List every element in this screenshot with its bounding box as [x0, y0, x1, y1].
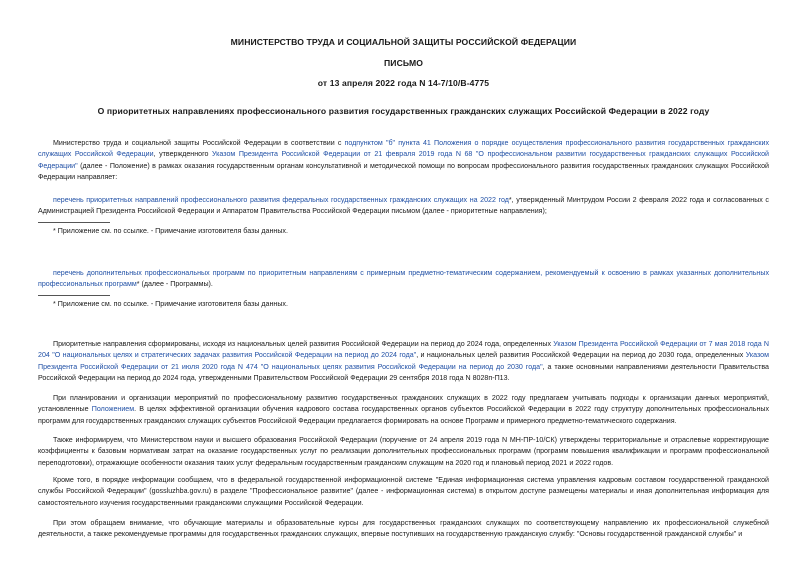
- text: , а также основными направлениями деятельности Правительства Российской Федерации на период до 2024 года, утвержденными Правительством Российской Федерации 29 сентября 2018 года N 8028п-П13.: [38, 362, 769, 383]
- paragraph-coefficients: Также информируем, что Министерством науки и высшего образования Российской Федерации (поручение от 24 апреля 2019 года N МН-ПР-10/СК) утверждены территориальные и отраслевые корректирующие коэффициенты к базовым нормативам затрат на оказание государственных услуг по реализации дополнительных профессиональных программ (программ повышения квалификации и программ профессиональной переподготовки), отражающие особенности оказания таких услуг федеральным государственным гражданским служащим на 2020 год и плановый период 2021 и 2022 годов.: [38, 436, 769, 467]
- document-type: ПИСЬМО: [384, 58, 423, 68]
- text: , утвержденного: [153, 150, 212, 159]
- footnote-2: * Приложение см. по ссылке. - Примечание изготовителя базы данных.: [53, 300, 288, 308]
- paragraph-national-goals: [38, 339, 769, 385]
- footnote-1: * Приложение см. по ссылке. - Примечание изготовителя базы данных.: [53, 227, 288, 235]
- paragraph-info-system: Кроме того, в порядке информации сообщаем, что в федеральной государственной информационной системе "Единая информационная система управления кадровым составом государственной гражданской службы Российской Федерации" (gossluzhba.gov.ru) в разделе "Профессиональное развитие" (далее - информационная система) в открытом доступе размещены материалы и иная дополнительная информация для самостоятельного изучения государственными гражданскими служащими Российской Федерации.: [38, 476, 769, 507]
- text: Министерство труда и социальной защиты Российской Федерации в соответствии с: [53, 139, 345, 147]
- paragraph-materials: При этом обращаем внимание, что обучающие материалы и образовательные курсы для государственных гражданских служащих по соответствующему направлению их профессиональной служебной деятельности, а также рекомендуемые программы для государственных гражданских служащих, впервые поступивших на государственную гражданскую службу: "Основы государственной гражданской службы" и: [38, 519, 769, 539]
- link-ukaz-68[interactable]: Указом Президента Российской Федерации от 21 февраля 2019 года N 68 "О профессиональном развитии государственных гражданских служащих Российской Федерации": [38, 150, 769, 170]
- link-polozhenie-subpoint[interactable]: подпунктом "б" пункта 41 Положения о порядке осуществления профессионального развития государственных гражданских служащих Российской Федерации: [38, 139, 769, 159]
- text: , и национальных целей развития Российской Федерации на период до 2030 года, определенных: [416, 351, 746, 360]
- paragraph-planning: [38, 393, 769, 427]
- text: *, утвержденный Минтрудом России 2 февраля 2022 года и согласованных с Администрацией Президента Российской Федерации и Аппаратом Правительства Российской Федерации письмом (далее - приоритетные направления);: [38, 196, 769, 216]
- text: . В целях эффективной организации обучения кадрового состава государственных органов субъектов Российской Федерации в 2022 году структуру дополнительных профессиональных программ для государственных гражданских служащих субъектов Российской Федерации предлагается формировать на основе Программ и примерного предметно-тематического содержания.: [38, 405, 770, 425]
- link-ukaz-204[interactable]: Указом Президента Российской Федерации от 7 мая 2018 года N 204 "О национальных целях и стратегических задачах развития Российской Федерации на период до 2024 года": [38, 340, 770, 360]
- link-polozhenie[interactable]: Положением: [91, 405, 135, 414]
- text: * (далее - Программы).: [136, 280, 213, 289]
- paragraph-priority-list: [38, 195, 769, 218]
- link-priority-directions[interactable]: перечень приоритетных направлений профессионального развития федеральных государственных гражданских служащих на 2022 год: [53, 196, 509, 204]
- text: При планировании и организации мероприятий по профессиональному развитию государственных гражданских служащих в 2022 году предлагаем учитывать подходы к организации данных мероприятий, установленные: [38, 394, 769, 414]
- footnote-divider: [38, 295, 110, 296]
- link-programs-list[interactable]: перечень дополнительных профессиональных программ по приоритетным направлениям с примерным предметно-тематическим содержанием, рекомендуемый к освоению в рамках указанных дополнительных профессиональных программ: [38, 269, 769, 289]
- document-date-number: от 13 апреля 2022 года N 14-7/10/В-4775: [317, 78, 490, 88]
- text: Приоритетные направления сформированы, исходя из национальных целей развития Российской Федерации на период до 2024 года, определенных: [53, 340, 554, 348]
- document-subject: О приоритетных направлениях профессионального развития государственных гражданских служащих Российской Федерации в 2022 году: [97, 106, 710, 116]
- link-ukaz-474[interactable]: Указом Президента Российской Федерации от 21 июля 2020 года N 474 "О национальных целях развития Российской Федерации на период до 2030 года": [38, 351, 769, 371]
- paragraph-intro: [38, 138, 769, 184]
- ministry-title: МИНИСТЕРСТВО ТРУДА И СОЦИАЛЬНОЙ ЗАЩИТЫ РОССИЙСКОЙ ФЕДЕРАЦИИ: [230, 37, 577, 47]
- text: (далее - Положение) в рамках оказания государственным органам консультативной и методической помощи по вопросам профессионального развития государственных гражданских служащих Российской Федерации направляет:: [38, 161, 769, 182]
- footnote-divider: [38, 222, 110, 223]
- paragraph-programs-list: [38, 268, 769, 291]
